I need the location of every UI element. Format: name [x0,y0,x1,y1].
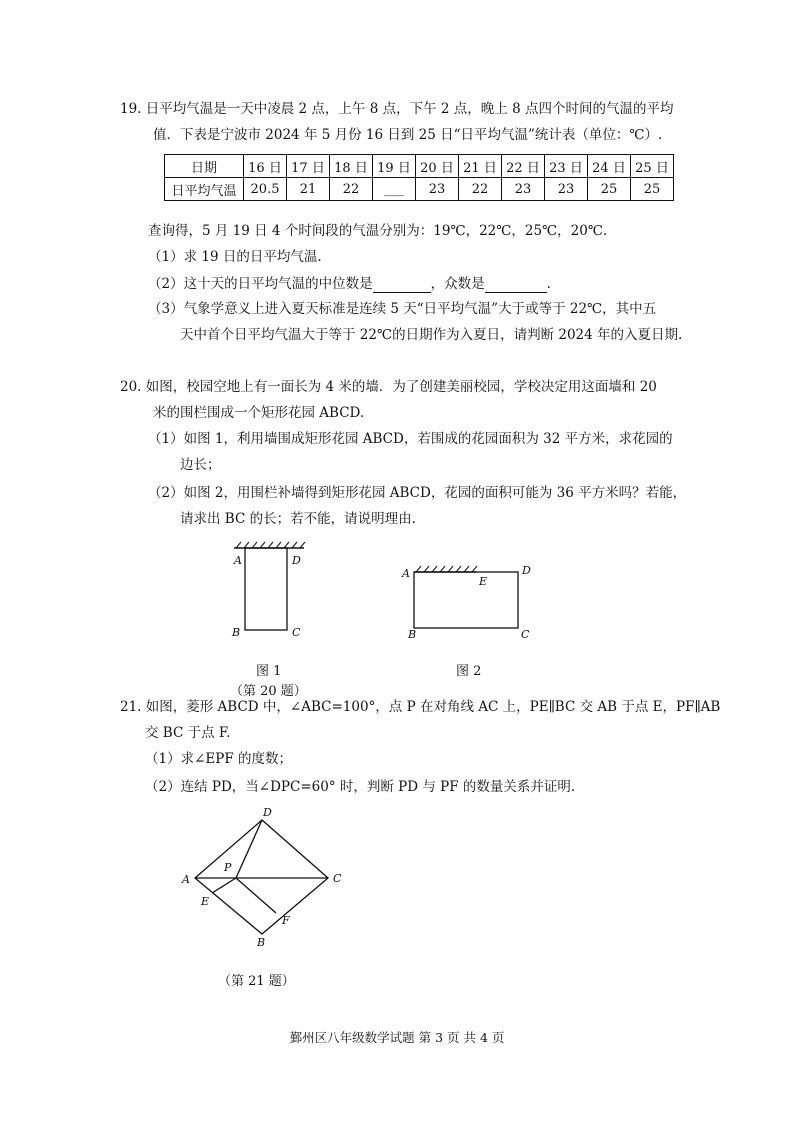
table-value: 23 [545,178,588,201]
figure2-rectangle [414,572,518,628]
q20-caption: （第 20 题） [230,684,307,699]
table-value: 25 [631,178,674,201]
q21-stem-line1: 21. 如图，菱形 ABCD 中，∠ABC=100°，点 P 在对角线 AC 上，PE∥BC 交 AB 于点 E，PF∥AB [120,699,721,715]
fig21-point-f: F [282,914,290,927]
fig1-point-d: D [292,554,301,567]
fig21-point-b: B [257,936,266,949]
fig21-point-c: C [333,872,342,885]
table-value: 23 [416,178,459,201]
table-date: 24 日 [588,155,631,178]
q20-part2-line2: 请求出 BC 的长；若不能，请说明理由. [180,511,416,527]
fig1-point-b: B [232,626,241,639]
table-date: 21 日 [459,155,502,178]
segment-pd [236,820,262,878]
table-value: 25 [588,178,631,201]
table-date: 18 日 [330,155,373,178]
q19-stem-line2: 值．下表是宁波市 2024 年 5 月份 16 日到 25 日“日平均气温”统计表（单位：℃）. [153,127,663,143]
fig2-point-b: B [408,628,417,641]
table-date: 25 日 [631,155,674,178]
figure1-caption: 图 1 [256,664,282,679]
table-date: 16 日 [244,155,287,178]
fig1-point-a: A [234,554,242,567]
table-value: 21 [287,178,330,201]
segment-pf [236,878,276,913]
table-row-label: 日平均气温 [165,178,244,201]
table-value: 22 [459,178,502,201]
q20-part2-line1: （2）如图 2，用围栏补墙得到矩形花园 ABCD，花园的面积可能为 36 平方米吗？若能， [148,485,687,501]
figure1-rectangle [245,548,287,630]
table-date: 19 日 [373,155,416,178]
table-value: 20.5 [244,178,287,201]
table-header-label: 日期 [165,155,244,178]
fig2-point-d: D [522,564,531,577]
q21-caption: （第 21 题） [218,974,295,989]
q20-part1-line1: （1）如图 1，利用墙围成矩形花园 ABCD，若围成的花园面积为 32 平方米，求花园的 [148,431,673,447]
table-value: 23 [502,178,545,201]
fig2-point-a: A [402,567,410,580]
q21-stem-line2: 交 BC 于点 F. [145,725,231,741]
fig21-point-d: D [263,806,272,819]
table-date: 20 日 [416,155,459,178]
figure1-wall-hatch [236,542,305,548]
q21-part1: （1）求∠EPF 的度数； [145,751,292,767]
q19-part3-line2: 天中首个日平均气温大于等于 22℃的日期作为入夏日，请判断 2024 年的入夏日期. [180,327,683,343]
q19-part3-line1: （3）气象学意义上进入夏天标准是连续 5 天“日平均气温”大于或等于 22℃，其中五 [148,301,657,317]
rhombus-abcd [195,820,328,934]
fig2-point-e: E [479,575,488,588]
q21-part2: （2）连结 PD，当∠DPC=60° 时，判断 PD 与 PF 的数量关系并证明. [145,779,576,795]
fig21-point-e: E [201,895,210,908]
fig21-point-a: A [182,873,190,886]
q20-stem-line1: 20. 如图，校园空地上有一面长为 4 米的墙．为了创建美丽校园，学校决定用这面墙和 20 [120,379,657,395]
figure2-drawing [414,566,518,628]
q19-part2-text-b: ，众数是 [430,276,485,292]
q19-stem-line1: 19. 日平均气温是一天中凌晨 2 点，上午 8 点，下午 2 点，晚上 8 点四个时间的气温的平均 [120,101,674,117]
q20-part1-line2: 边长； [180,457,221,473]
table-value-blank: ___ [373,178,416,201]
q19-part1: （1）求 19 日的日平均气温. [148,249,322,265]
table-date: 17 日 [287,155,330,178]
figure21-drawing [195,820,328,934]
figure2-caption: 图 2 [456,664,482,679]
page-footer: 鄞州区八年级数学试题 第 3 页 共 4 页 [289,1030,505,1045]
fig1-point-c: C [292,626,301,639]
table-date: 23 日 [545,155,588,178]
table-value: 22 [330,178,373,201]
q19-part2-text-a: （2）这十天的日平均气温的中位数是 [148,276,373,292]
figure2-wall-hatch [416,566,477,572]
q19-query: 查询得，5 月 19 日 4 个时间段的气温分别为：19℃，22℃，25℃，20℃. [148,223,608,239]
fig2-point-c: C [521,628,530,641]
fig21-point-p: P [224,861,232,874]
table-date: 22 日 [502,155,545,178]
q20-stem-line2: 米的围栏围成一个矩形花园 ABCD. [153,405,365,421]
segment-pe [212,878,236,893]
q19-part2-text-c: . [546,276,551,292]
